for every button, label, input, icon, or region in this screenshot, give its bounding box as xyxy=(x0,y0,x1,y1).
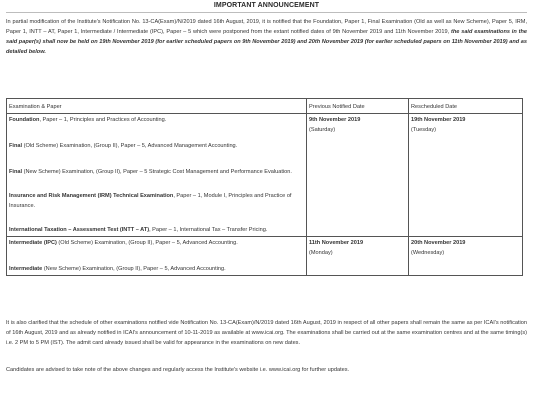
previous-day: (Saturday) xyxy=(309,127,336,133)
previous-date: 11th November 2019 xyxy=(309,240,364,246)
exam-entry: International Taxation – Assessment Test (INTT – AT), Paper – 1, International Tax – Transfer Pricing. xyxy=(9,227,268,233)
exam-paper-cell xyxy=(7,237,307,276)
table-header-row xyxy=(7,99,523,114)
header-exam-paper: Examination & Paper xyxy=(7,99,307,114)
exam-entry: Intermediate (IPC) (Old Scheme) Examination, (Group II), Paper – 5, Advanced Accounting. xyxy=(9,240,238,246)
rescheduled-day: (Wednesday) xyxy=(411,250,445,256)
table-row xyxy=(7,114,523,237)
previous-day: (Monday) xyxy=(309,250,333,256)
exam-entry: Final (Old Scheme) Examination, (Group II), Paper – 5, Advanced Management Accounting. xyxy=(9,143,238,149)
header-rescheduled-date: Rescheduled Date xyxy=(409,99,523,114)
exam-entry: Insurance and Risk Management (IRM) Technical Examination, Paper – 1, Module I, Principles and Practice of Insurance. xyxy=(9,193,292,209)
intro-emphasis-text: the said examinations in the said paper(s) shall now be held on 19th November 2019 (for earlier scheduled papers on 9th November 2019) and 20th November 2019 (for earlier scheduled papers on 11th November 2019) and as detailed below. xyxy=(6,29,527,55)
schedule-table xyxy=(6,98,523,276)
rescheduled-date: 19th November 2019 xyxy=(411,117,466,123)
announcement-title: IMPORTANT ANNOUNCEMENT xyxy=(213,2,320,9)
header-previous-date: Previous Notified Date xyxy=(307,99,409,114)
rescheduled-date: 20th November 2019 xyxy=(411,240,466,246)
clarification-paragraph: It is also clarified that the schedule of other examinations notified vide Notification No. 13-CA(Exam)/N/2019 dated 16th August, 2019 in respect of all other papers shall remain the same as per ICAI's notification of 16th August, 2019 and as already notified in ICAI's announcement of 10-11-2019 as available at www.icai.org. The examinations shall be carried out at the same examination centres and at the same timing(s) i.e. 2 PM to 5 PM (IST). The admit card already issued shall be valid for appearance in the examinations on new dates. xyxy=(6,320,527,346)
previous-date-cell xyxy=(307,114,409,237)
exam-entry: Foundation, Paper – 1, Principles and Practices of Accounting. xyxy=(9,117,167,123)
rescheduled-date-cell xyxy=(409,237,523,276)
intro-plain-text: In partial modification of the Institute's Notification No. 13-CA(Exam)/N/2019 dated 16th August, 2019, it is notified that the Foundation, Paper 1, Final Examination (Old as well as New Scheme), Paper 5, IRM, Paper 1, INTT – AT, Paper 1, Intermediate / Intermediate (IPC), Paper – 5 which were postponed from the extant notified dates of 9th November 2019 and 11th November 2019, xyxy=(6,19,527,35)
table-row xyxy=(7,237,523,276)
exam-entry: Final (New Scheme) Examination, (Group II), Paper – 5 Strategic Cost Management and Performance Evaluation. xyxy=(9,169,292,175)
exam-entry: Intermediate (New Scheme) Examination, (Group II), Paper – 5, Advanced Accounting. xyxy=(9,266,226,272)
rescheduled-date-cell xyxy=(409,114,523,237)
exam-paper-cell xyxy=(7,114,307,237)
advice-paragraph: Candidates are advised to take note of the above changes and regularly access the Institute's website i.e. www.icai.org for further updates. xyxy=(6,367,350,373)
previous-date: 9th November 2019 xyxy=(309,117,361,123)
intro-paragraph xyxy=(6,17,527,57)
previous-date-cell xyxy=(307,237,409,276)
title-divider xyxy=(6,12,527,13)
rescheduled-day: (Tuesday) xyxy=(411,127,436,133)
